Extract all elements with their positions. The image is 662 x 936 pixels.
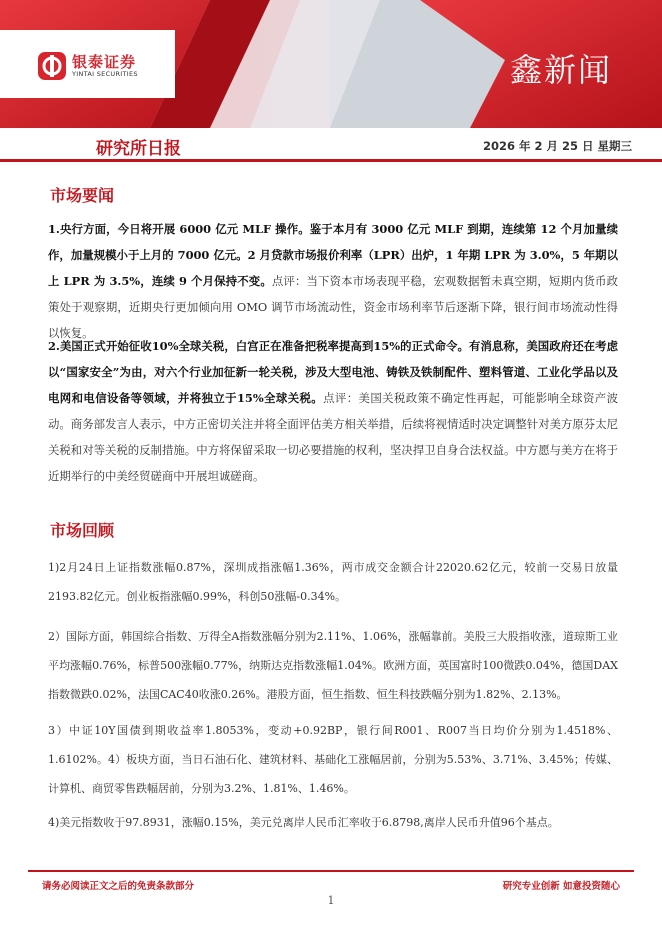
news-commentary: 点评：当下资本市场表现平稳，宏观数据暂未真空期，短期内货币政策处于观察期，近期央行更加倾向用 OMO 调节市场流动性，资金市场利率节后逐渐下降，银行间市场流动性得以恢复。 — [48, 274, 618, 340]
news-item-2 — [48, 333, 618, 489]
footer-disclaimer: 请务必阅读正文之后的免责条款部分 — [42, 881, 195, 892]
review-item-1: 1)2月24日上证指数涨幅0.87%，深圳成指涨幅1.36%，两市成交金额合计22020.62亿元，较前一交易日放量2193.82亿元。创业板指涨幅0.99%，科创50涨幅-0.34%。 — [48, 561, 618, 603]
subheader-divider — [0, 159, 662, 162]
company-logo — [38, 52, 138, 80]
footer-slogan: 研究专业创新 如意投资随心 — [502, 881, 620, 892]
news-item-1 — [48, 216, 618, 346]
review-item-2: 2）国际方面，韩国综合指数、万得全A指数涨幅分别为2.11%、1.06%，涨幅靠前。美股三大股指收涨，道琼斯工业平均涨幅0.76%，标普500涨幅0.77%，纳斯达克指数涨幅1.04%。欧洲方面，英国富时100微跌0.04%，德国DAX指数微跌0.02%，法国CAC40收涨0.26%。港股方面，恒生指数、恒生科技跌幅分别为1.82%、2.13%。 — [48, 630, 618, 701]
review-item-3: 3）中证10Y国债到期收益率1.8053%，变动+0.92BP，银行间R001、R007当日均价分别为1.4518%、1.6102%。4）板块方面，当日石油石化、建筑材料、基础化工涨幅居前，分别为5.53%、3.71%、3.45%；传媒、计算机、商贸零售跌幅居前，分别为3.2%、1.81%、1.46%。 — [48, 724, 618, 795]
news-headline: 1.央行方面，今日将开展 6000 亿元 MLF 操作。鉴于本月有 3000 亿元 MLF 到期，连续第 12 个月加量续作，加量规模小于上月的 7000 亿元。2 月贷款市场报价利率（LPR）出炉，1 年期 LPR 为 3.0%，5 年期以上 LPR 为 3.5%，连续 9 个月保持不变。 — [48, 222, 618, 288]
report-date: 2026 年 2 月 25 日 星期三 — [483, 139, 633, 153]
news-commentary: 点评：美国关税政策不确定性再起，可能影响全球资产波动。商务部发言人表示，中方正密切关注并将全面评估美方相关举措，后续将视情适时决定调整针对美方原芬太尼关税和对等关税的反制措施。中方将保留采取一切必要措施的权利，坚决捍卫自身合法权益。中方愿与美方在将于近期举行的中美经贸磋商中开展坦诚磋商。 — [48, 391, 618, 483]
brand-title: 鑫新闻 — [509, 51, 612, 89]
header-banner — [0, 0, 662, 128]
section-title-review: 市场回顾 — [50, 521, 115, 540]
logo-name-en: YINTAI SECURITIES — [72, 69, 138, 78]
logo-icon — [38, 52, 66, 80]
page-number: 1 — [327, 894, 335, 907]
report-title: 研究所日报 — [96, 139, 181, 159]
review-item-4: 4)美元指数收于97.8931，涨幅0.15%，美元兑离岸人民币汇率收于6.8798,离岸人民币升值96个基点。 — [48, 816, 559, 829]
logo-name-cn: 银泰证券 — [72, 52, 137, 71]
news-headline: 2.美国正式开始征收10%全球关税，白宫正在准备把税率提高到15%的正式命令。有消息称，美国政府还在考虑以“国家安全”为由，对六个行业加征新一轮关税，涉及大型电池、铸铁及铁制配件、塑料管道、工业化学品以及电网和电信设备等领域，并将独立于15%全球关税。 — [48, 339, 618, 405]
footer-divider — [28, 870, 634, 872]
section-title-news: 市场要闻 — [50, 186, 115, 205]
